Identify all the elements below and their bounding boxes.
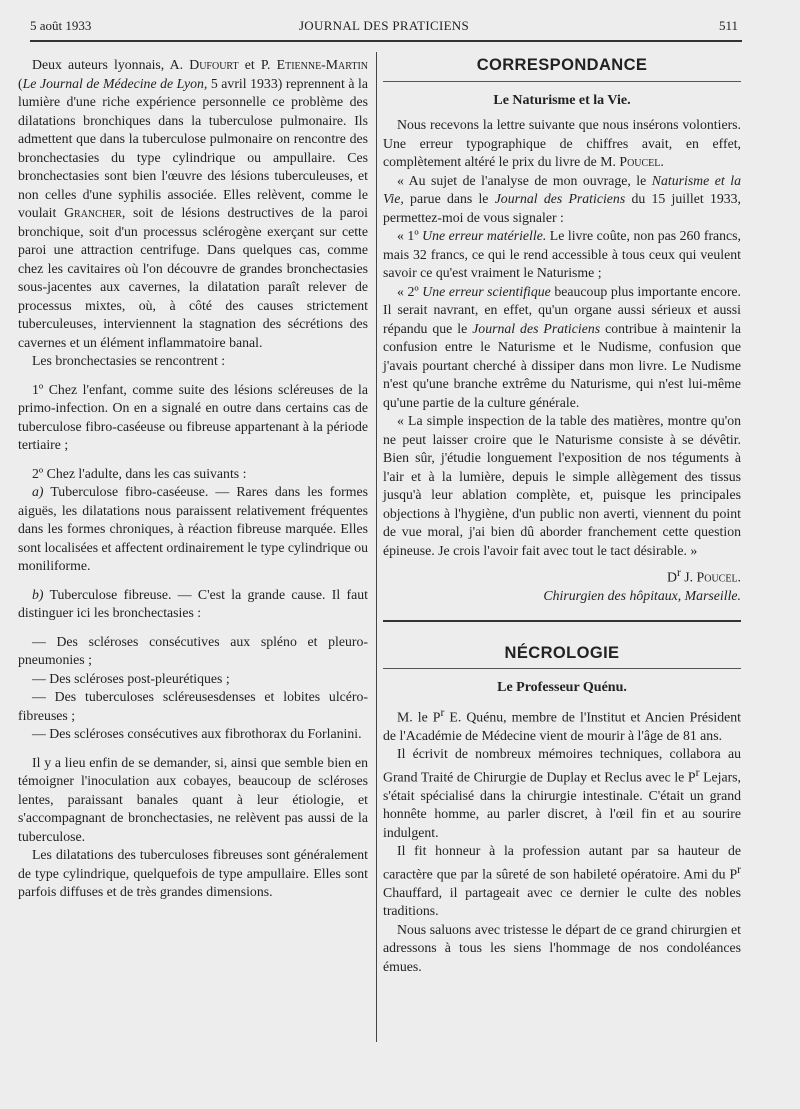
paragraph: M. le $P^r$ E. Quénu, membre de l'Institut et Ancien Président de l'Académie de Médecine vient de mourir à l'âge de 81 ans. — [383, 706, 741, 743]
article-title: Le Naturisme et la Vie. — [493, 92, 631, 108]
paragraph: b) Tuberculose fibreuse. — C'est la grande cause. Il faut distinguer ici les bronchectasies : — [18, 586, 368, 620]
page-number: 511 — [718, 18, 738, 33]
column-divider — [376, 52, 377, 1042]
right-column — [383, 56, 741, 976]
section-rule — [383, 668, 741, 669]
section-title-correspondance: CORRESPONDANCE — [476, 56, 648, 74]
paragraph: « Au sujet de l'analyse de mon ouvrage, le Naturisme et la Vie, parue dans le Journal des Praticiens du 15 juillet 1933, permettez-moi de vous signaler : — [383, 172, 742, 225]
signature-name: $D^r$ J. Poucel. — [667, 567, 741, 585]
paragraph: 1º Chez l'enfant, comme suite des lésions scléreuses de la primo-infection. On en a signalé en outre dans certains cas de tuberculose fibro-caséeuse ou fibreuse appartenant à la période tertiaire ; — [18, 381, 368, 452]
paragraph: « 1º Une erreur matérielle. Le livre coûte, non pas 260 francs, mais 32 francs, ce qui le rend accessible à tous ceux qui veulent savoir ce qu'est vraiment le Naturisme ; — [383, 228, 741, 280]
author-name: Etienne-Martin — [276, 57, 368, 72]
author-name: Grancher — [64, 205, 122, 220]
journal-title: JOURNAL DES PRATICIENS — [298, 18, 470, 33]
list-item: — Des scléroses consécutives aux fibrothorax du Forlanini. — [32, 726, 362, 741]
running-header — [30, 18, 738, 40]
issue-date: 5 août 1933 — [30, 18, 92, 33]
author-name: Dufourt — [189, 57, 239, 72]
paragraph: a) Tuberculose fibro-caséeuse. — Rares dans les formes aiguës, les dilatations nous paraissent relativement fréquentes dans les formes chroniques, à réaction fibreuse marquée. Elles sont localisées et affectent ordinairement le type cylindrique ou moniliforme. — [18, 484, 368, 573]
paragraph: Les bronchectasies se rencontrent : — [32, 353, 226, 368]
journal-reference: Le Journal de Médecine de Lyon, — [22, 75, 208, 91]
list-item: — Des tuberculoses scléreusesdenses et lobites ulcéro-fibreuses ; — [18, 689, 368, 723]
paragraph: « 2º Une erreur scientifique beaucoup plus importante encore. Il serait navrant, en effet, qu'un organe aussi sérieux et aussi répandu que le Journal des Praticiens contribue à maintenir la confusion entre le Naturisme et le Nudisme, confusion que j'avais pourtant cherché à dissiper dans mon livre. Le Nudisme n'est qu'une branche extrême du Naturisme, qui n'est lui-même qu'une partie de la culture générale. — [383, 283, 741, 410]
section-separator — [383, 620, 741, 622]
paragraph: Il fit honneur à la profession autant par sa hauteur de caractère que par la sûreté de son habileté opératoire. Ami du $P^r$ Chauffard, il partageait avec ce dernier le culte des nobles traditions. — [383, 843, 741, 919]
paragraph: Il écrivit de nombreux mémoires techniques, collabora au Grand Traité de Chirurgie de Duplay et Reclus avec le $P^r$ Lejars, s'était spécialisé dans la chirurgie intestinale. C'était un grand honnête homme, au parler discret, à l'œil fin et au sourire indulgent. — [383, 746, 741, 840]
list-item: — Des scléroses post-pleurétiques ; — [32, 670, 230, 686]
signature-title: Chirurgien des hôpitaux, Marseille. — [543, 588, 741, 604]
paragraph: Il y a lieu enfin de se demander, si, ainsi que semble bien en témoigner l'inoculation aux cobayes, beaucoup de scléroses lentes, paraissant banales quant à leur étiologie, et s'accompagnant de bronchectasies, ne relèvent pas aussi de la tuberculose. — [18, 754, 368, 844]
paragraph: Deux auteurs lyonnais, A. Dufourt et P. Etienne-Martin (Le Journal de Médecine de Lyon, 5 avril 1933) reprennent à la lumière d'une riche expérience personnelle ce problème des dilatations bronchiques dans la tuberculose pulmonaire. Ils admettent que dans la tuberculose pulmonaire on rencontre des bronchectasies du type cylindrique ou ampullaire. Ces bronchectasies sont bien l'œuvre des lésions tuberculeuses, et non celles d'une syphilis associée. Elles relèvent, comme le voulait Grancher, soit de lésions destructives de la paroi bronchique, soit d'un processus sclérogène exerçant sur cette paroi une attraction centrifuge. Dans quelques cas, comme chez les cavitaires où l'on découvre de grandes bronchectasies sous-jacentes aux cavernes, la dilatation paraît relever de processus mixtes, où, à côté des causes strictement tuberculeuses, interviennent la stagnation des sécrétions des cavernes et un élément inflammatoire banal. — [18, 57, 368, 350]
list-item: — Des scléroses consécutives aux spléno et pleuro-pneumonies ; — [18, 633, 368, 667]
header-rule — [30, 40, 742, 42]
paragraph: 2º Chez l'adulte, dans les cas suivants : — [32, 465, 247, 481]
paragraph: Les dilatations des tuberculoses fibreuses sont généralement de type cylindrique, quelquefois de type ampullaire. Elles sont parfois diffuses et de très grandes dimensions. — [18, 847, 368, 899]
paragraph: Nous saluons avec tristesse le départ de ce grand chirurgien et adressons à tous les siens l'hommage de nos condoléances émues. — [383, 921, 741, 974]
section-title-necrologie: NÉCROLOGIE — [504, 643, 620, 662]
article-title: Le Professeur Quénu. — [497, 680, 627, 696]
paragraph: Nous recevons la lettre suivante que nous insérons volontiers. Une erreur typographique de chiffres avait, en effet, complètement altéré le prix du livre de M. Poucel. — [383, 117, 741, 169]
left-column — [18, 56, 368, 902]
paragraph: « La simple inspection de la table des matières, montre qu'on ne peut laisser croire que le Naturisme consiste à se dévêtir. Bien sûr, j'étudie longuement l'exposition de nos téguments à l'air et à la lumière, depuis le simple allègement des tissus jusqu'à leur ablation complète, et, puisque les principales objections à l'hygiène, d'un public non averti, viennent du point de vue moral, j'ai bien dû aborder franchement cette question épineuse. Je crois l'avoir fait avec tout le tact désirable. » — [383, 413, 741, 558]
section-rule — [383, 81, 741, 82]
